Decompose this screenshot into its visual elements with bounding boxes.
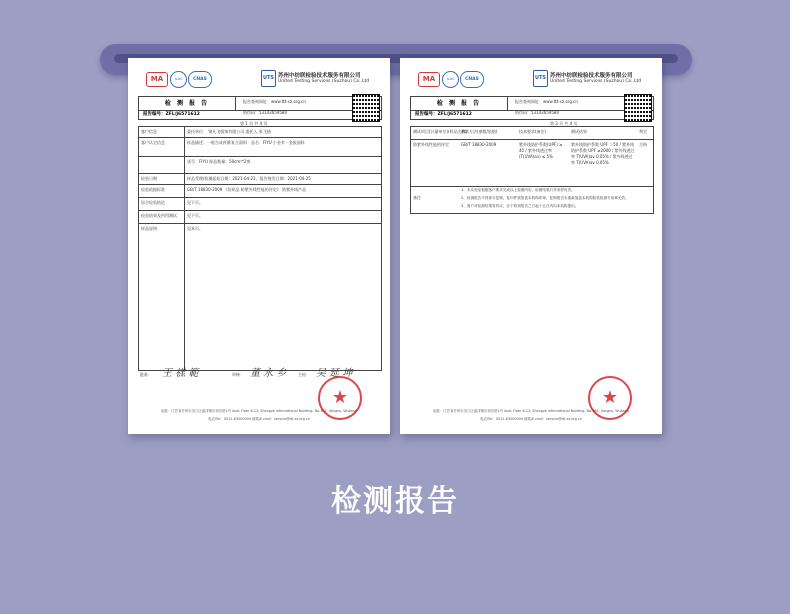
table-header-row: 测试项目(计量单位)(样品名称) 测试方法(参数/依据) 技术要求(备注) 测试结果 判定 [411, 127, 653, 140]
footer-contact: 电话/Tel：0512-63000000 邮箱/E-mail：service@ttt-sz.org.cn [480, 417, 582, 421]
inspector-signature: 吴 延 坤 [316, 368, 353, 379]
official-seal-icon: ★ [588, 376, 632, 420]
table-row: 样品说明 见本页。 [139, 224, 381, 370]
page-number: 第 3 页 共 4 页 [550, 121, 578, 126]
uts-logo-icon: UTS [533, 70, 548, 87]
table-row: 检验结果及所用测试 见下页。 [139, 211, 381, 224]
report-number-row [410, 109, 654, 120]
report-number: 报告编号：ZFL/J6571612 [415, 112, 472, 117]
report-page-1 [128, 58, 390, 434]
report-info-table [138, 126, 382, 371]
official-seal-icon: ★ [318, 376, 362, 420]
report-page-3 [400, 58, 662, 434]
report-title: 检 测 报 告 [139, 97, 236, 110]
table-row: 综合检验结论 见下页。 [139, 198, 381, 211]
reviewer-label: 审核： [232, 372, 244, 377]
uts-logo-icon: UTS [261, 70, 276, 87]
footer-contact: 电话/Tel：0512-63000000 邮箱/E-mail：service@ttt-sz.org.cn [208, 417, 310, 421]
footer-address: 地址：江苏省苏州市吴江区盛泽镇市场东路1号 Add: Floor 6-13, Shengze International Building, No.365, Jiangsu, Wujiang [161, 409, 357, 413]
qr-code-icon [624, 94, 652, 122]
notes-row: 备注 1、本实验室根据客户要求完成以上检测内容，检测结果只对来样负责。 2、检测报告不得部分复制，复印件需加盖本机构印章；复制报告未重新加盖本机构检验检测专用章无效。 3、客户对检测结果有异议，应于收到报告之日起十五日内向本机构提出。 [413, 188, 629, 208]
table-row: 客户信息 委托单位： 锦凡飞服饰有限公司 委托人 张飞扬 [139, 127, 381, 138]
report-number-row [138, 109, 382, 120]
org-name-cn: 苏州中纺联检验技术服务有限公司 [278, 73, 361, 79]
table-row: 货号：FIYU 样品数量：50cm²*2剪 [139, 157, 381, 174]
verify-url: 报告查询网址：www.ttt-sz.org.cn [243, 99, 306, 104]
cnas-logo-icon: CNAS [188, 71, 212, 88]
approver-label: 批准： [140, 372, 152, 377]
org-name-en: United Testing Services (Suzhou) Co.,Ltd [278, 79, 370, 84]
ma-logo-icon: MA [146, 72, 168, 87]
approver-signature: 王 禚 範 [162, 368, 199, 379]
reviewer-signature: 董 永 乡 [250, 368, 287, 379]
ilac-logo-icon: ILAC [170, 71, 187, 88]
report-title: 检 测 报 告 [411, 97, 508, 110]
footer-address: 地址：江苏省苏州市吴江区盛泽镇市场东路1号 Add: Floor 6-13, Shengze International Building, No.365, Jiangsu, Wujiang [433, 409, 629, 413]
section-caption: 检测报告 [331, 484, 459, 519]
table-row: 检验依据标准 GB/T 18830-2009 《纺织品 防紫外线性能的评定》 防紫外线产品 [139, 185, 381, 198]
report-header [400, 68, 662, 90]
auth-code: 防伪码：53143659580 [243, 110, 287, 115]
org-name-en: United Testing Services (Suzhou) Co.,Ltd [550, 79, 642, 84]
auth-code: 防伪码：53143659580 [515, 110, 559, 115]
inspector-label: 主检： [298, 372, 310, 377]
report-number: 报告编号：ZFL/J6571612 [143, 112, 200, 117]
cnas-logo-icon: CNAS [460, 71, 484, 88]
org-name-cn: 苏州中纺联检验技术服务有限公司 [550, 73, 633, 79]
verify-url: 报告查询网址：www.ttt-sz.org.cn [515, 99, 578, 104]
ma-logo-icon: MA [418, 72, 440, 87]
table-row: 检验日期 样品受理/检测起始日期：2021-04-23，报告签发日期：2021-04-25 [139, 174, 381, 185]
qr-code-icon [352, 94, 380, 122]
table-row: 客户认定信息 样品描述：一般合成纤维复合面料 · 品名：FIYU 小金伞 · 金胶面料 [139, 138, 381, 157]
test-results-table [410, 126, 654, 214]
table-row: 防紫外线性能的评定 GB/T 18830-2009 紫外线防护系数(UPF) ≥ 40 / 紫外线透过率(T(UVA)av) ≤ 5% 紫外线防护系数 UPF ＞50 / 紫外线防护系数 UPF ≥2000 / 紫外线透过率 T(UVA)av 0.05% / 紫外线透过率 T(UVA)av 0.05% 合格 [411, 140, 653, 187]
page-number: 第 1 页 共 4 页 [240, 121, 268, 126]
ilac-logo-icon: ILAC [442, 71, 459, 88]
report-header [128, 68, 390, 90]
